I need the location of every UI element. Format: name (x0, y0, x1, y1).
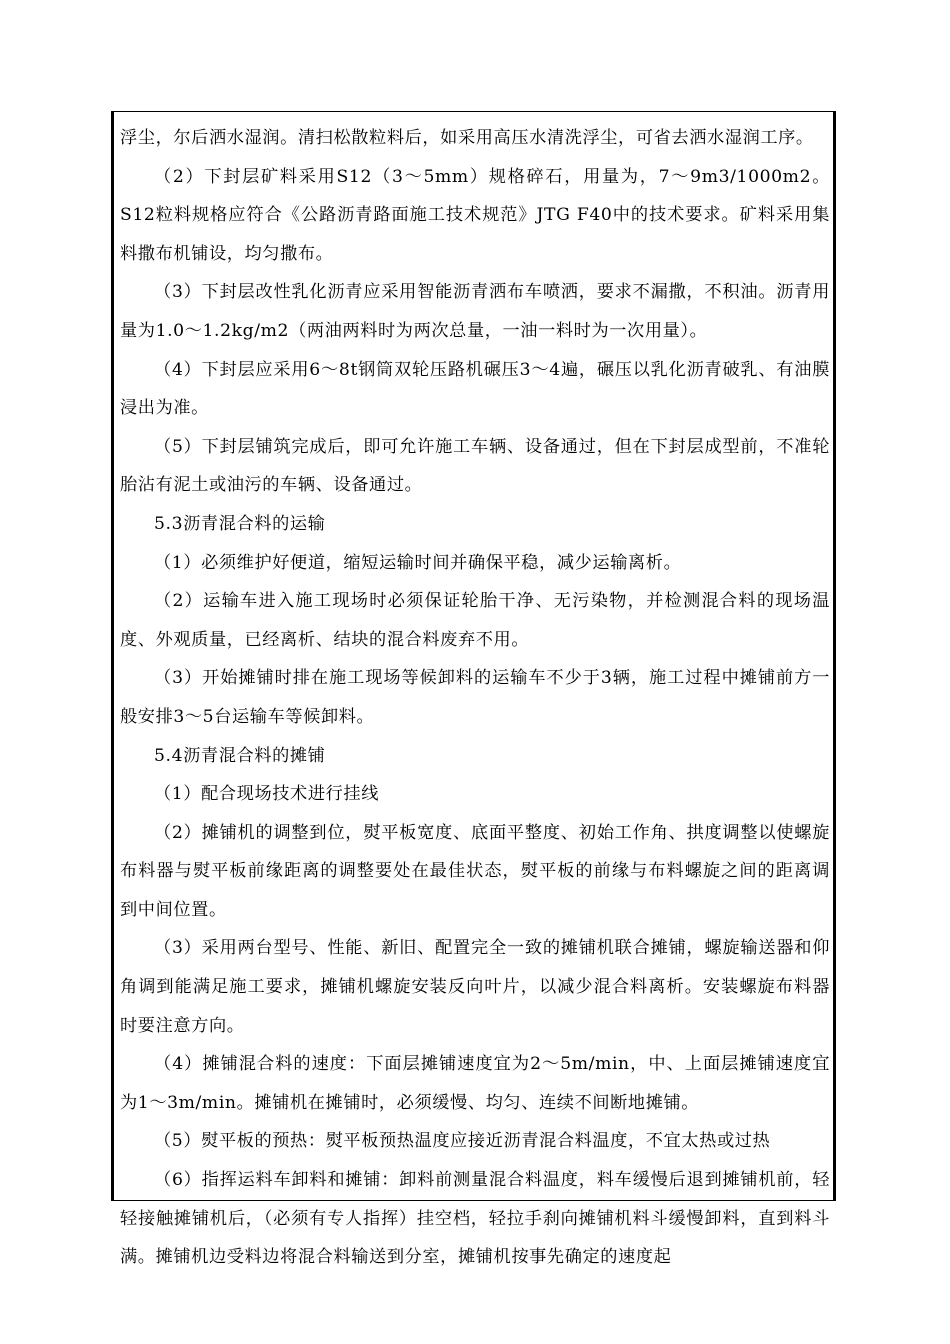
paragraph: （5）熨平板的预热：熨平板预热温度应接近沥青混合料温度，不宜太热或过热 (154, 1131, 771, 1152)
paragraph: （3）下封层改性乳化沥青应采用智能沥青洒布车喷洒，要求不漏撒，不积油。沥青用量为1.0～1.2kg/m2（两油两料时为两次总量，一油一料时为一次用量）。 (120, 282, 830, 341)
paragraph: （1）必须维护好便道，缩短运输时间并确保平稳，减少运输离析。 (154, 552, 682, 573)
paragraph: （1）配合现场技术进行挂线 (154, 784, 379, 805)
paragraph: （3）采用两台型号、性能、新旧、配置完全一致的摊铺机联合摊铺，螺旋输送器和仰角调到能满足施工要求，摊铺机螺旋安装反向叶片，以减少混合料离析。安装螺旋布料器时要注意方向。 (120, 938, 830, 1036)
paragraph: （2）下封层矿料采用S12（3～5mm）规格碎石，用量为，7～9m3/1000m2。S12粒料规格应符合《公路沥青路面施工技术规范》JTG F40中的技术要求。矿料采用集料撒布机铺设，均匀撒布。 (120, 166, 830, 264)
paragraph: （6）指挥运料车卸料和摊铺：卸料前测量混合料温度，料车缓慢后退到摊铺机前，轻轻接触摊铺机后，（必须有专人指挥）挂空档，轻拉手刹向摊铺机料斗缓慢卸料，直到料斗满。摊铺机边受料边将混合料输送到分室，摊铺机按事先确定的速度起 (120, 1170, 830, 1268)
section-heading: 5.3沥青混合料的运输 (154, 513, 326, 534)
paragraph: 浮尘，尔后洒水湿润。清扫松散粒料后，如采用高压水清洗浮尘，可省去洒水湿润工序。 (120, 128, 814, 148)
paragraph: （2）运输车进入施工现场时必须保证轮胎干净、无污染物，并检测混合料的现场温度、外观质量，已经离析、结块的混合料废弃不用。 (120, 591, 830, 650)
document-body (120, 119, 830, 1277)
section-heading: 5.4沥青混合料的摊铺 (154, 745, 326, 766)
paragraph: （4）摊铺混合料的速度：下面层摊铺速度宜为2～5m/min，中、上面层摊铺速度宜为1～3m/min。摊铺机在摊铺时，必须缓慢、均匀、连续不间断地摊铺。 (120, 1054, 830, 1113)
paragraph: （4）下封层应采用6～8t钢筒双轮压路机碾压3～4遍，碾压以乳化沥青破乳、有油膜浸出为准。 (120, 359, 830, 419)
paragraph: （3）开始摊铺时排在施工现场等候卸料的运输车不少于3辆，施工过程中摊铺前方一般安排3～5台运输车等候卸料。 (120, 668, 830, 727)
paragraph: （2）摊铺机的调整到位，熨平板宽度、底面平整度、初始工作角、拱度调整以使螺旋布料器与熨平板前缘距离的调整要处在最佳状态，熨平板的前缘与布料螺旋之间的距离调到中间位置。 (120, 822, 830, 920)
paragraph: （5）下封层铺筑完成后，即可允许施工车辆、设备通过，但在下封层成型前，不准轮胎沾有泥土或油污的车辆、设备通过。 (120, 436, 830, 496)
